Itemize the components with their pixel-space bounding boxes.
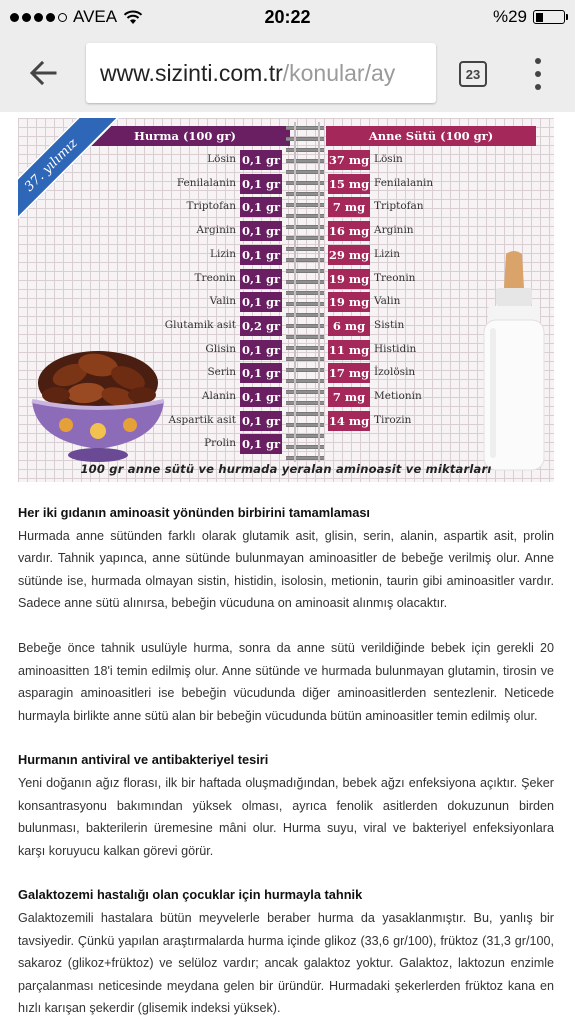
infographic-caption: 100 gr anne sütü ve hurmada yeralan aminoasit ve miktarları <box>80 462 492 476</box>
paragraph: Bebeğe önce tahnik usulüyle hurma, sonra da anne sütü verildiğinde bebek için gerekli 20 aminoasitten 18'i temin edilmiş olur. Anne sütünde ve hurmada bulunmayan glutamin, tirosin ve asparagin aminoasitleri ise bebeğin vücudunda diğer aminoasitlerden sentezlenir. Neticede hurmayla birlikte anne sütü alan bir bebeğin vücudunda bütün aminoasitler temin edilmiş olur. <box>18 640 554 723</box>
section-heading: Hurmanın antiviral ve antibakteriyel tesiri <box>18 752 269 768</box>
milk-amino-acid-name: İzolösin <box>374 366 416 379</box>
dates-amino-acid-value: 0,1 gr <box>240 387 282 407</box>
url-path: /konular/ay <box>282 59 396 86</box>
milk-amino-acid-name: Triptofan <box>374 200 424 213</box>
milk-amino-acid-value: 19 mg <box>328 292 370 312</box>
dates-amino-acid-name: Glisin <box>205 342 236 355</box>
milk-amino-acid-name: Histidin <box>374 342 417 355</box>
dates-amino-acid-value: 0,1 gr <box>240 174 282 194</box>
dates-amino-acid-name: Treonin <box>194 271 236 284</box>
dates-amino-acid-value: 0,1 gr <box>240 363 282 383</box>
dates-bowl-illustration <box>18 323 178 473</box>
dates-amino-acid-name: Prolin <box>204 437 236 450</box>
milk-amino-acid-name: Valin <box>374 295 401 308</box>
overflow-menu-button[interactable] <box>530 58 546 90</box>
milk-amino-acid-value: 19 mg <box>328 269 370 289</box>
dates-amino-acid-name: Fenilalanin <box>176 176 236 189</box>
milk-amino-acid-value: 29 mg <box>328 245 370 265</box>
carrier-name: AVEA <box>73 7 118 26</box>
anniversary-ribbon <box>18 118 120 234</box>
signal-strength-icon <box>10 13 67 22</box>
menu-dot-icon <box>535 71 541 77</box>
milk-amino-acid-value: 11 mg <box>328 340 370 360</box>
address-bar[interactable] <box>86 43 436 103</box>
milk-amino-acid-value: 7 mg <box>328 197 370 217</box>
article-body <box>18 502 554 1024</box>
milk-amino-acid-value: 7 mg <box>328 387 370 407</box>
battery-icon <box>533 10 565 24</box>
ribbon-label: 37. yılımız <box>18 118 120 234</box>
amino-acid-infographic <box>18 118 554 482</box>
browser-toolbar <box>0 34 575 112</box>
dates-amino-acid-name: Glutamik asit <box>164 318 236 331</box>
back-arrow-icon <box>29 60 57 86</box>
baby-bottle-illustration <box>476 248 552 476</box>
milk-amino-acid-name: Tirozin <box>374 413 412 426</box>
milk-amino-acid-value: 6 mg <box>328 316 370 336</box>
status-bar <box>0 0 575 34</box>
battery-percent: %29 <box>492 7 527 26</box>
dates-amino-acid-value: 0,1 gr <box>240 245 282 265</box>
menu-dot-icon <box>535 58 541 64</box>
paragraph: Hurmada anne sütünden farklı olarak glutamik asit, glisin, serin, alanin, aspartik asit, prolin vardır. Tahnik yapınca, anne sütünde bulunmayan aminoasitler de bebeğe verilmiş olur. Anne sütünde ise, hurmada olmayan sistin, histidin, isolosin, metionin, taurin gibi aminoasitler vardır. Sadece anne sütü alınırsa, bebeğin vücuduna on aminoasit alınmış olacaktır. <box>18 528 554 611</box>
status-left <box>10 7 143 27</box>
dates-amino-acid-value: 0,1 gr <box>240 221 282 241</box>
milk-amino-acid-value: 37 mg <box>328 150 370 170</box>
milk-amino-acid-name: Treonin <box>374 271 416 284</box>
dates-amino-acid-value: 0,1 gr <box>240 434 282 454</box>
milk-amino-acid-name: Metionin <box>374 390 422 402</box>
dates-amino-acid-value: 0,2 gr <box>240 316 282 336</box>
milk-amino-acid-name: Fenilalanin <box>374 176 434 189</box>
milk-amino-acid-value: 16 mg <box>328 221 370 241</box>
dates-amino-acid-value: 0,1 gr <box>240 197 282 217</box>
milk-amino-acid-name: Arginin <box>374 224 414 237</box>
dates-header: Hurma (100 gr) <box>80 126 290 146</box>
dates-amino-acid-value: 0,1 gr <box>240 292 282 312</box>
dates-amino-acid-name: Alanin <box>201 390 236 402</box>
back-button[interactable] <box>12 34 74 112</box>
dates-amino-acid-name: Aspartik asit <box>168 413 236 426</box>
clock: 20:22 <box>264 6 311 27</box>
dates-amino-acid-value: 0,1 gr <box>240 269 282 289</box>
tab-switcher-button[interactable] <box>459 61 487 87</box>
menu-dot-icon <box>535 84 541 90</box>
dates-amino-acid-value: 0,1 gr <box>240 411 282 431</box>
dates-amino-acid-name: Lösin <box>207 153 236 165</box>
breast-milk-header: Anne Sütü (100 gr) <box>326 126 536 146</box>
milk-amino-acid-name: Lizin <box>374 247 400 260</box>
amino-acid-row <box>18 292 554 312</box>
dates-amino-acid-name: Serin <box>207 366 236 379</box>
battery-level <box>536 13 544 22</box>
milk-amino-acid-value: 15 mg <box>328 174 370 194</box>
dates-amino-acid-name: Lizin <box>210 247 236 260</box>
section-heading: Her iki gıdanın aminoasit yönünden birbirini tamamlaması <box>18 505 370 520</box>
wifi-icon <box>123 10 143 25</box>
dates-amino-acid-name: Arginin <box>196 224 236 237</box>
status-right <box>493 7 565 27</box>
dates-amino-acid-value: 0,1 gr <box>240 150 282 170</box>
amino-acid-row <box>18 245 554 265</box>
tab-count: 23 <box>465 66 481 82</box>
dates-amino-acid-name: Triptofan <box>186 200 236 213</box>
milk-amino-acid-value: 14 mg <box>328 411 370 431</box>
milk-amino-acid-name: Lösin <box>374 153 403 165</box>
paragraph: Yeni doğanın ağız florası, ilk bir haftada oluşmadığından, bebek ağzı enfeksiyona açıktır. Şeker konsantrasyonu bakımından yüksek olması, ayrıca fenolik asitlerden dokuzunun birden bulunması, bakterilerin üremesine mâni olur. Hurma suyu, viral ve bakteriyel enfeksiyonlara karşı koruyucu kalkan görevi görür. <box>18 775 554 858</box>
url-host: www.sizinti.com.tr <box>100 59 283 86</box>
milk-amino-acid-value: 17 mg <box>328 363 370 383</box>
dates-amino-acid-name: Valin <box>209 295 236 308</box>
paragraph: Galaktozemili hastalara bütün meyvelerle beraber hurma da yasaklanmıştır. Bu, yanlış bir tavsiyedir. Çünkü yapılan araştırmalarda hurma içinde glikoz (33,6 gr/100), früktoz (31,3 gr/100, sakaroz (glikoz+früktoz) ve selüloz vardır; ancak galaktoz yoktur. Galaktoz, laktozun enzimle parçalanması neticesinde meydana gelen bir üründür. Hurmadaki şekerlerden früktoz kana en hızlı karışan şekerdir (glisemik indeksi yüksek). <box>18 910 554 1016</box>
milk-amino-acid-name: Sistin <box>374 318 405 331</box>
dates-amino-acid-value: 0,1 gr <box>240 340 282 360</box>
section-heading: Galaktozemi hastalığı olan çocuklar için hurmayla tahnik <box>18 887 363 903</box>
amino-acid-row <box>18 269 554 289</box>
